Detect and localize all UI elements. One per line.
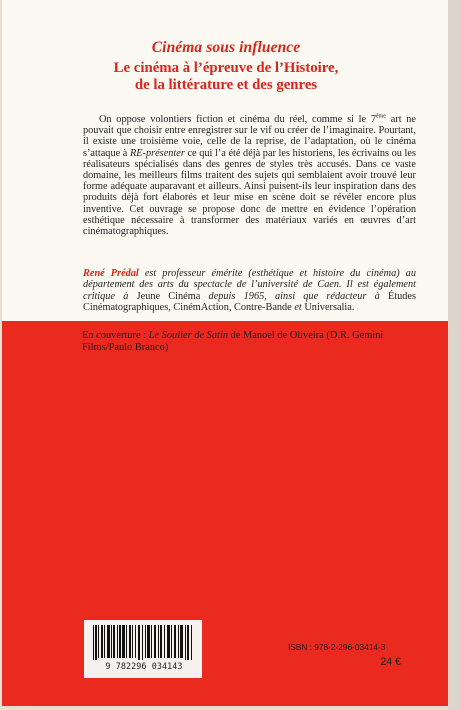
publication-list: Études Cinématographiques, CinémAction, Contre-Bande xyxy=(83,290,417,313)
book-summary xyxy=(83,114,416,237)
summary-text-part-2: art ne pouvait que choisir entre enregistrer sur le vif ou créer de l’imaginaire. Pourtant, il existe une troisième voie, celle de la reprise, de l’adaptation, où le cinéma s’attaque à xyxy=(83,114,416,159)
cover-credit-prefix: En couverture : xyxy=(82,330,149,341)
page-edge xyxy=(448,0,461,710)
last-publication: Universalia xyxy=(304,301,352,313)
price: 24 € xyxy=(380,656,401,668)
subtitle-line: Le cinéma à l’épreuve de l’Histoire, xyxy=(113,60,339,76)
isbn: ISBN : 978-2-296-03414-3 xyxy=(288,642,386,652)
author-biography xyxy=(83,268,416,313)
book-back-cover xyxy=(2,0,450,706)
summary-paragraph xyxy=(83,114,416,237)
journal-name: Jeune Cinéma xyxy=(136,290,201,302)
summary-text-part-3: ce qui l’a été déjà par les historiens, les écrivains ou les réalisateurs spécialisés dans des genres de styles très accusés. Dans ce vaste domaine, les meilleurs films traitent des sujets qui semblaient avoir trouvé leur forme adéquate auparavant et ailleurs. Ainsi puisent-ils leur inspiration dans des produits déjà fort élaborés et leur mise en scène doit se révéler encore plus inventive. Cet ouvrage se propose donc de mettre en évidence l’opération esthétique nécessaire à transformer des matériaux variés en œuvres d’art cinématographiques. xyxy=(83,147,416,238)
barcode xyxy=(91,624,196,661)
author-bio-end: . xyxy=(351,301,355,313)
author-bio-text-3: et xyxy=(291,301,305,313)
cover-credit xyxy=(82,330,422,353)
cover-credit-suffix: de Manoel de Oliveira (D.R. Gemini Films/Paulo Branco) xyxy=(82,330,384,353)
author-bio-text-1: est professeur émérite (esthétique et histoire du cinéma) au département des arts du spectacle de l’université de Caen. Il est également critique à xyxy=(83,268,416,302)
summary-text-part-1: On oppose volontiers fiction et cinéma du réel, comme si le 7 xyxy=(99,114,376,125)
barcode-number: 9 782296 034143 xyxy=(105,661,183,671)
summary-superscript: ème xyxy=(375,113,386,120)
book-subtitle xyxy=(2,60,450,94)
book-title: Cinéma sous influence xyxy=(151,39,301,56)
author-name: René Prédal xyxy=(83,268,139,279)
author-bio-text-2: depuis 1965, ainsi que rédacteur à xyxy=(200,290,388,302)
cover-film-title: Le Soulier de Satin xyxy=(148,330,229,341)
summary-emphasis: RE-présenter xyxy=(129,147,185,159)
subtitle-line: de la littérature et des genres xyxy=(134,77,318,93)
barcode-area xyxy=(84,620,202,678)
